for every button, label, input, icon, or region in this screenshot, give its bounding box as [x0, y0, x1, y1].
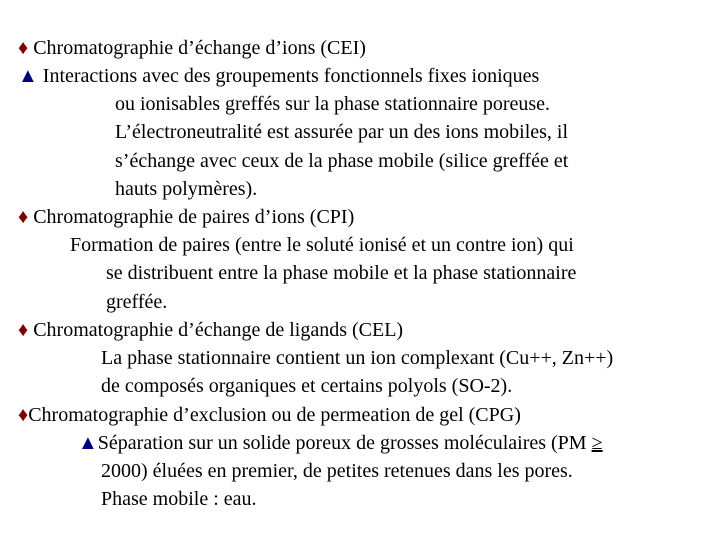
cei-line-2: L’électroneutralité est assurée par un des ions mobiles, il: [115, 121, 569, 143]
greater-equal-symbol: ≥: [591, 432, 603, 454]
heading-cpg-text: Chromatographie d’exclusion ou de permeation de gel (CPG): [28, 404, 521, 426]
triangle-icon: ▲: [18, 65, 38, 87]
cpi-line-1: Formation de paires (entre le soluté ionisé et un contre ion) qui: [70, 234, 574, 256]
diamond-icon: ♦: [18, 319, 29, 341]
cei-line-1: ou ionisables greffés sur la phase stationnaire poreuse.: [115, 93, 551, 115]
diamond-icon: ♦: [18, 404, 29, 426]
heading-cel-text: Chromatographie d’échange de ligands (CEL): [33, 319, 404, 341]
cei-line-4: hauts polymères).: [115, 178, 258, 200]
bullet-cpg: [78, 431, 603, 455]
cel-line-1: La phase stationnaire contient un ion complexant (Cu++, Zn++): [101, 347, 614, 369]
diamond-icon: ♦: [18, 37, 29, 59]
cpi-line-3: greffée.: [106, 291, 168, 313]
bullet-cei-text: Interactions avec des groupements fonctionnels fixes ioniques: [42, 65, 540, 87]
bullet-cpg-text: Séparation sur un solide poreux de grosses moléculaires (PM: [97, 432, 592, 454]
cel-line-2: de composés organiques et certains polyols (SO-2).: [101, 375, 513, 397]
cpg-line-2: Phase mobile : eau.: [101, 488, 257, 510]
heading-cpg: [18, 403, 521, 427]
heading-cel: [18, 318, 403, 342]
triangle-icon: ▲: [78, 432, 98, 454]
cpi-line-2: se distribuent entre la phase mobile et la phase stationnaire: [106, 262, 577, 284]
heading-cpi-text: Chromatographie de paires d’ions (CPI): [33, 206, 355, 228]
heading-cei-text: Chromatographie d’échange d’ions (CEI): [33, 37, 366, 59]
heading-cei: [18, 36, 366, 60]
cpg-line-1: 2000) éluées en premier, de petites retenues dans les pores.: [101, 460, 573, 482]
heading-cpi: [18, 205, 354, 229]
bullet-cei: [18, 64, 539, 88]
cei-line-3: s’échange avec ceux de la phase mobile (silice greffée et: [115, 150, 569, 172]
diamond-icon: ♦: [18, 206, 29, 228]
